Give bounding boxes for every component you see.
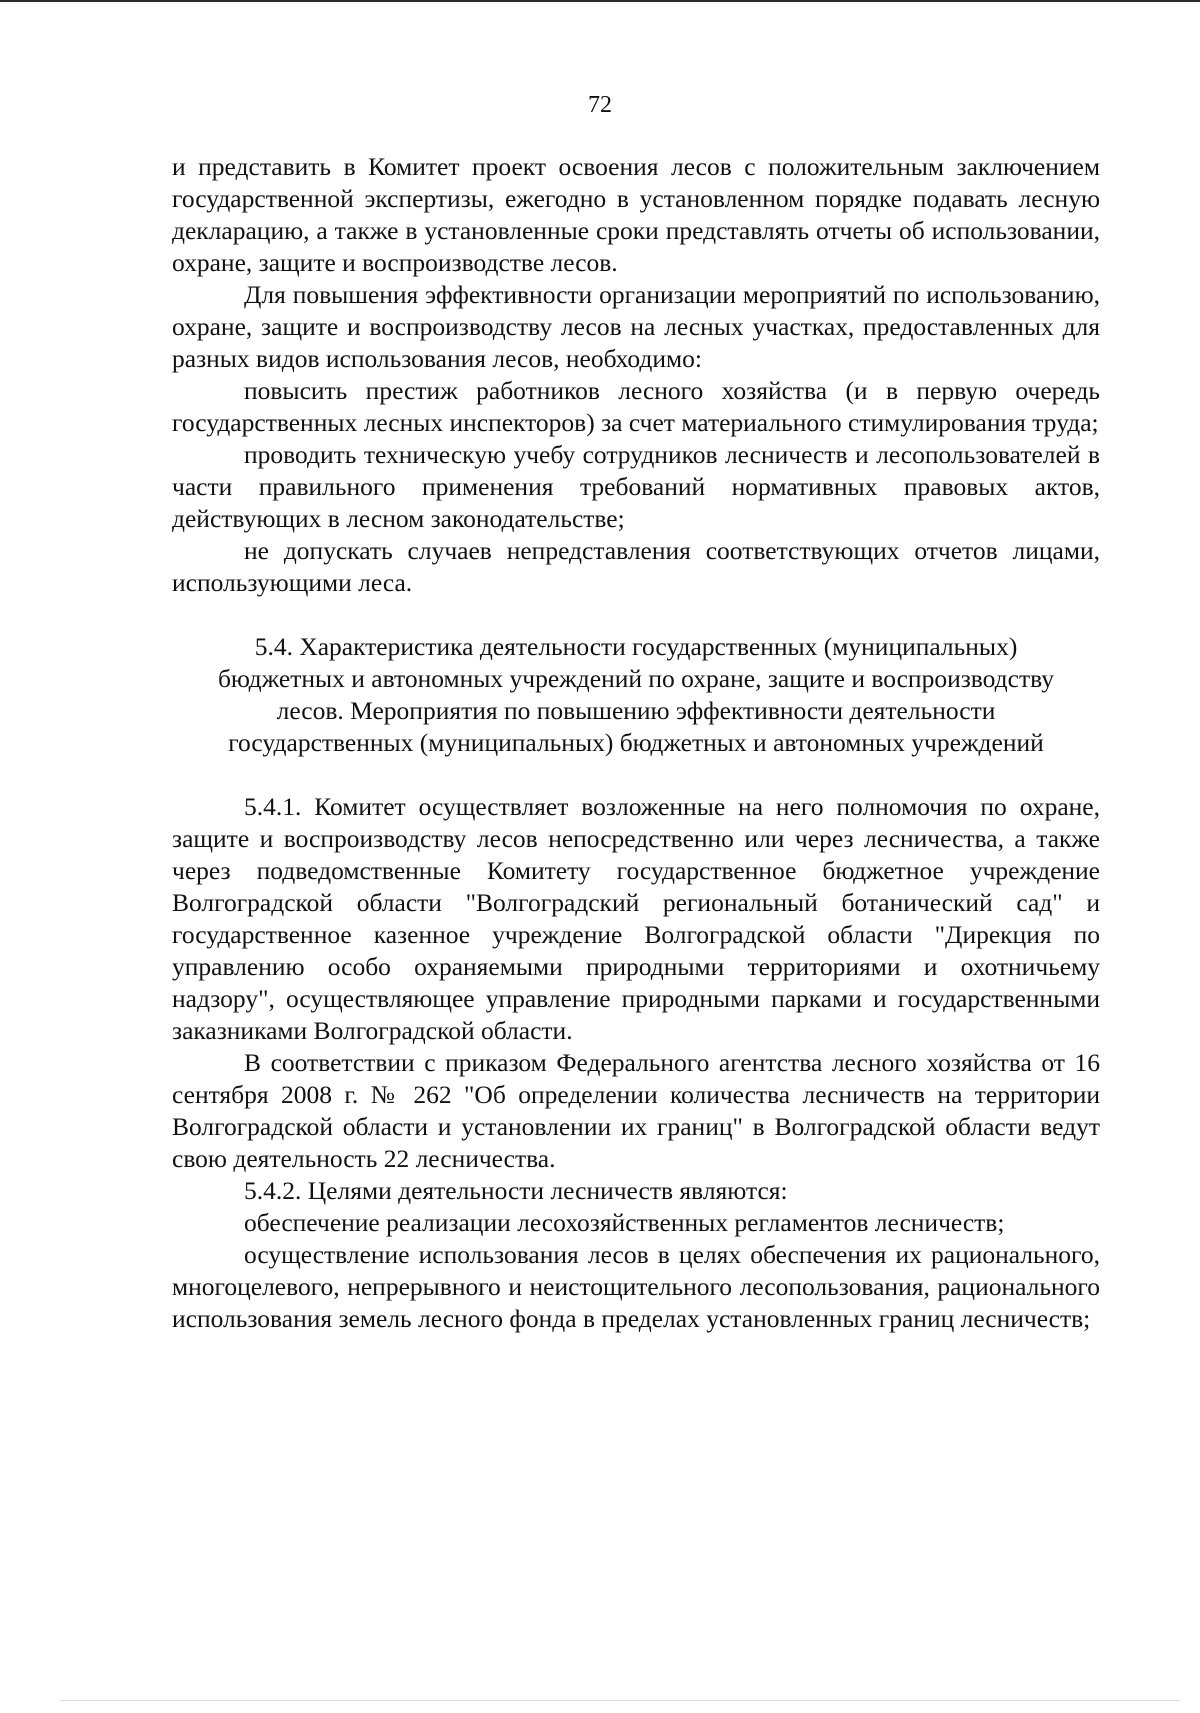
spacer bbox=[172, 759, 1100, 791]
section-heading-line: 5.4. Характеристика деятельности государственных (муниципальных) bbox=[254, 632, 1018, 661]
paragraph-prestige: повысить престиж работников лесного хозяйства (и в первую очередь государственных лесных инспекторов) за счет материального стимулирования труда; bbox=[172, 376, 1100, 437]
paragraph-goal-forest-use: осуществление использования лесов в целях обеспечения их рационального, многоцелевого, непрерывного и неистощительного лесопользования, рационального использования земель лесного фонда в пределах установленных границ лесничеств; bbox=[172, 1240, 1100, 1333]
scan-edge-bottom bbox=[60, 1700, 1180, 1701]
paragraph-forestry-count: В соответствии с приказом Федерального агентства лесного хозяйства от 16 сентября 2008 г. № 262 "Об определении количества лесничеств на территории Волгоградской области и установлении их границ" в Волгоградской области ведут свою деятельность 22 лесничества. bbox=[172, 1048, 1100, 1173]
page-number: 72 bbox=[588, 92, 612, 118]
paragraph-measures-intro: Для повышения эффективности организации мероприятий по использованию, охране, защите и воспроизводству лесов на лесных участках, предоставленных для разных видов использования лесов, необходимо: bbox=[172, 280, 1100, 373]
section-heading-line: государственных (муниципальных) бюджетных и автономных учреждений bbox=[228, 728, 1044, 757]
paragraph-reports: не допускать случаев непредставления соответствующих отчетов лицами, использующими леса. bbox=[172, 536, 1100, 597]
paragraph-goal-regulations: обеспечение реализации лесохозяйственных регламентов лесничеств; bbox=[244, 1208, 1005, 1237]
section-heading-line: лесов. Мероприятия по повышению эффективности деятельности bbox=[276, 696, 996, 725]
section-heading-line: бюджетных и автономных учреждений по охране, защите и воспроизводству bbox=[217, 664, 1055, 693]
section-heading bbox=[172, 631, 1100, 759]
spacer bbox=[172, 599, 1100, 631]
paragraph-continuation: и представить в Комитет проект освоения лесов с положительным заключением государственной экспертизы, ежегодно в установленном порядке подавать лесную декларацию, а также в установленные сроки представлять отчеты об использовании, охране, защите и воспроизводстве лесов. bbox=[172, 152, 1100, 277]
paragraph-training: проводить техническую учебу сотрудников лесничеств и лесопользователей в части правильного применения требований нормативных правовых актов, действующих в лесном законодательстве; bbox=[172, 440, 1100, 533]
document-body bbox=[172, 151, 1100, 1335]
paragraph-goals-heading: 5.4.2. Целями деятельности лесничеств являются: bbox=[244, 1176, 788, 1205]
scan-edge-top bbox=[0, 0, 1200, 2]
paragraph-committee-powers: 5.4.1. Комитет осуществляет возложенные на него полномочия по охране, защите и воспроизводству лесов непосредственно или через лесничества, а также через подведомственные Комитету государственное бюджетное учреждение Волгоградской области "Волгоградский региональный ботанический сад" и государственное казенное учреждение Волгоградской области "Дирекция по управлению особо охраняемыми природными территориями и охотничьему надзору", осуществляющее управление природными парками и государственными заказниками Волгоградской области. bbox=[172, 792, 1100, 1045]
